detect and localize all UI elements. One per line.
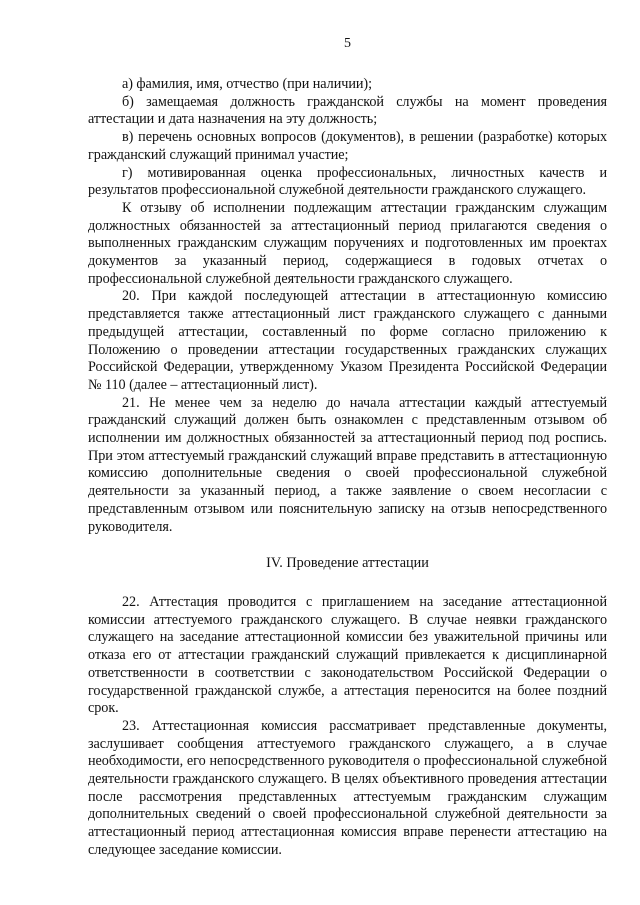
page-number: 5 [344, 36, 351, 51]
paragraph-item-v: в) перечень основных вопросов (документов), в решении (разработке) которых гражданский служащий принимал участие; [88, 129, 607, 163]
section-heading: IV. Проведение аттестации [266, 555, 429, 572]
paragraph-21: 21. Не менее чем за неделю до начала аттестации каждый аттестуемый гражданский служащий должен быть ознакомлен с представленным отзывом об исполнении им должностных обязанностей за аттестационный период под роспись. При этом аттестуемый гражданский служащий вправе представить в аттестационную комиссию дополнительные сведения о своей профессиональной служебной деятельности за указанный период, а также заявление о своем несогласии с представленным отзывом или пояснительную записку на отзыв непосредственного руководителя. [88, 394, 607, 535]
paragraph-item-a: а) фамилия, имя, отчество (при наличии); [122, 76, 372, 92]
paragraph-item-b: б) замещаемая должность гражданской службы на момент проведения аттестации и дата назначения на эту должность; [88, 93, 607, 128]
paragraph-23: 23. Аттестационная комиссия рассматривает представленные документы, заслушивает сообщения аттестуемого гражданского служащего, а в случае необходимости, его непосредственного руководителя о профессиональной служебной деятельности гражданского служащего. В целях объективного проведения аттестации после рассмотрения представленных аттестуемым гражданским служащим дополнительных сведений о своей профессиональной служебной деятельности за аттестационный период аттестационная комиссия вправе перенести аттестацию на следующее заседание комиссии. [88, 717, 607, 858]
paragraph-item-g: г) мотивированная оценка профессиональных, личностных качеств и результатов профессиональной служебной деятельности гражданского служащего. [88, 164, 607, 199]
paragraph-22: 22. Аттестация проводится с приглашением на заседание аттестационной комиссии аттестуемого гражданского служащего. В случае неявки гражданского служащего на заседание аттестационной комиссии без уважительной причины или отказа его от аттестации гражданский служащий привлекается к дисциплинарной ответственности в соответствии с законодательством Российской Федерации о государственной гражданской службе, а аттестация переносится на более поздний срок. [88, 593, 607, 717]
paragraph-attachment-info: К отзыву об исполнении подлежащим аттестации гражданским служащим должностных обязанностей за аттестационный период прилагаются сведения о выполненных гражданским служащим поручениях и подготовленных им проектах документов за указанный период, содержащиеся в годовых отчетах о профессиональной служебной деятельности гражданского служащего. [88, 199, 607, 287]
paragraph-20: 20. При каждой последующей аттестации в аттестационную комиссию представляется также аттестационный лист гражданского служащего с данными предыдущей аттестации, составленный по форме согласно приложению к Положению о проведении аттестации государственных гражданских служащих Российской Федерации, утвержденному Указом Президента Российской Федерации № 110 (далее – аттестационный лист). [88, 288, 607, 393]
